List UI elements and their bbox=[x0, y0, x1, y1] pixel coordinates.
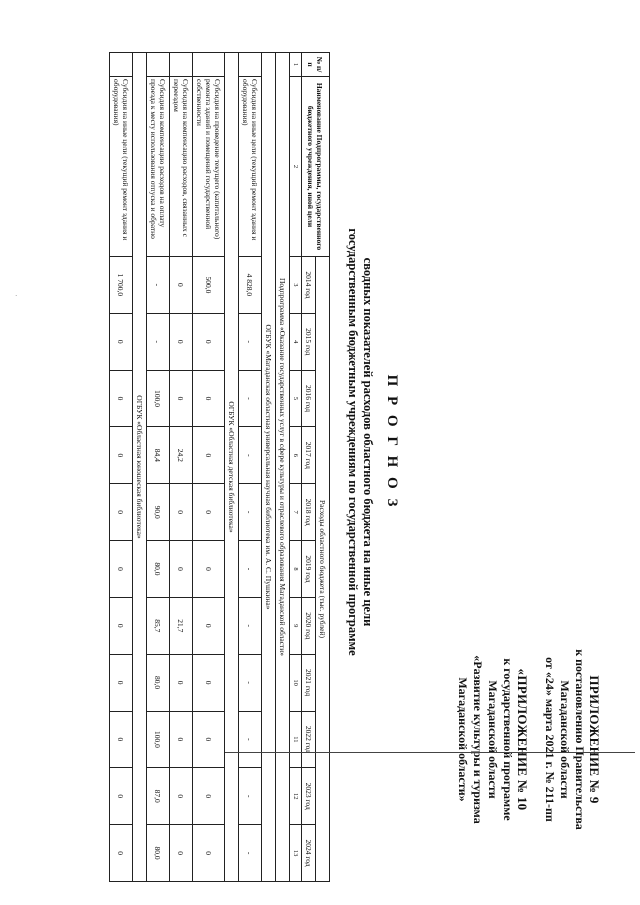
column-index: 10 bbox=[290, 654, 302, 711]
value-cell: 87,0 bbox=[147, 768, 170, 825]
col-number-header: № п/п bbox=[302, 53, 330, 77]
value-cell: 100,0 bbox=[147, 370, 170, 427]
value-cell: 0 bbox=[193, 597, 225, 654]
column-index: 12 bbox=[290, 768, 302, 825]
institution-label-1: ОГБУК «Магаданская областная универсальная научная библиотека им. А. С. Пушкина» bbox=[262, 53, 276, 882]
column-index: 13 bbox=[290, 825, 302, 882]
value-cell: 0 bbox=[193, 825, 225, 882]
value-cell: - bbox=[239, 484, 262, 541]
value-cell: 0 bbox=[170, 313, 193, 370]
row-name: Субсидия на компенсацию расходов, связанных с переездом bbox=[170, 77, 193, 257]
year-header: 2016 год bbox=[302, 370, 316, 427]
year-header: 2017 год bbox=[302, 427, 316, 484]
row-name: Субсидия на иные цели (текущий ремонт здания и оборудования) bbox=[239, 77, 262, 257]
value-cell: 0 bbox=[110, 768, 133, 825]
value-cell: 0 bbox=[110, 484, 133, 541]
table-row bbox=[170, 53, 193, 882]
col-name-header: Наименование Подпрограммы, государственного бюджетного учреждения, иной цели bbox=[302, 77, 330, 257]
row-number bbox=[239, 53, 262, 77]
column-index: 2 bbox=[290, 77, 302, 257]
appendix-program-name: «Развитие культуры и туризма bbox=[471, 655, 485, 824]
table-row bbox=[147, 53, 170, 882]
value-cell: - bbox=[239, 370, 262, 427]
year-header: 2014 год bbox=[302, 257, 316, 314]
column-index: 5 bbox=[290, 370, 302, 427]
value-cell: 0 bbox=[110, 825, 133, 882]
column-index: 7 bbox=[290, 484, 302, 541]
value-cell: - bbox=[239, 654, 262, 711]
value-cell: 1 700,0 bbox=[110, 257, 133, 314]
value-cell: 0 bbox=[110, 597, 133, 654]
value-cell: 84,4 bbox=[147, 427, 170, 484]
value-cell: - bbox=[239, 541, 262, 598]
year-header: 2021 год bbox=[302, 654, 316, 711]
row-number bbox=[110, 53, 133, 77]
appendix-program-region: Магаданской области bbox=[486, 680, 500, 799]
value-cell: 0 bbox=[170, 654, 193, 711]
value-cell: 0 bbox=[193, 654, 225, 711]
institution-label-3: ОГБУК «Областная юношеская библиотека» bbox=[133, 53, 147, 882]
value-cell: 0 bbox=[193, 370, 225, 427]
column-index: 8 bbox=[290, 541, 302, 598]
column-index: 9 bbox=[290, 597, 302, 654]
col-group-header: Расходы областного бюджета (тыс. рублей) bbox=[316, 257, 330, 882]
table-row bbox=[193, 53, 225, 882]
row-number bbox=[193, 53, 225, 77]
value-cell: 4 828,0 bbox=[239, 257, 262, 314]
row-number bbox=[147, 53, 170, 77]
subprogram-label: Подпрограмма «Оказание государственных услуг в сфере культуры и отраслевого образования Магаданской области» bbox=[276, 53, 290, 882]
appendix-region: Магаданской области bbox=[558, 680, 572, 799]
value-cell: 80,0 bbox=[147, 825, 170, 882]
table-row bbox=[239, 53, 262, 882]
value-cell: 0 bbox=[193, 313, 225, 370]
institution-row bbox=[225, 53, 239, 882]
column-index: 11 bbox=[290, 711, 302, 768]
value-cell: - bbox=[239, 711, 262, 768]
forecast-table bbox=[109, 52, 330, 882]
document-title bbox=[345, 122, 400, 762]
value-cell: - bbox=[239, 597, 262, 654]
appendix-header bbox=[455, 597, 602, 882]
institution-label-2: ОГБУК «Областная детская библиотека» bbox=[225, 53, 239, 882]
value-cell: 100,0 bbox=[147, 711, 170, 768]
value-cell: - bbox=[239, 825, 262, 882]
year-header: 2022 год bbox=[302, 711, 316, 768]
column-index: 3 bbox=[290, 257, 302, 314]
value-cell: 0 bbox=[110, 711, 133, 768]
value-cell: 0 bbox=[193, 711, 225, 768]
value-cell: 21,7 bbox=[170, 597, 193, 654]
title-line-1: сводных показателей расходов областного бюджета на иные цели bbox=[361, 257, 375, 627]
title-line-2: государственным бюджетным учреждениям по государственной программе bbox=[346, 228, 360, 656]
appendix-sub-number: «ПРИЛОЖЕНИЕ № 10 bbox=[515, 668, 530, 811]
institution-row bbox=[133, 53, 147, 882]
value-cell: 0 bbox=[110, 370, 133, 427]
value-cell: 0 bbox=[170, 768, 193, 825]
title-main: П Р О Г Н О З bbox=[384, 374, 400, 510]
value-cell: 0 bbox=[170, 541, 193, 598]
value-cell: 0 bbox=[193, 427, 225, 484]
year-header: 2020 год bbox=[302, 597, 316, 654]
value-cell: 0 bbox=[110, 427, 133, 484]
value-cell: 500,0 bbox=[193, 257, 225, 314]
value-cell: - bbox=[239, 313, 262, 370]
table-row bbox=[110, 53, 133, 882]
value-cell: 0 bbox=[110, 654, 133, 711]
value-cell: 80,0 bbox=[147, 541, 170, 598]
institution-row bbox=[262, 53, 276, 882]
appendix-program-ref: к государственной программе bbox=[501, 658, 515, 821]
value-cell: 0 bbox=[170, 484, 193, 541]
appendix-program-name-2: Магаданской области» bbox=[456, 677, 470, 802]
year-header: 2018 год bbox=[302, 484, 316, 541]
appendix-date: от «24» марта 2021 г. № 211-пп bbox=[543, 657, 557, 822]
value-cell: 0 bbox=[193, 541, 225, 598]
year-header: 2024 год bbox=[302, 825, 316, 882]
value-cell: 0 bbox=[170, 257, 193, 314]
value-cell: 0 bbox=[110, 313, 133, 370]
row-name: Субсидия на проведение текущего (капитального) ремонта зданий и помещений государственной собственности bbox=[193, 77, 225, 257]
value-cell: 0 bbox=[170, 825, 193, 882]
value-cell: 0 bbox=[193, 768, 225, 825]
subprogram-row bbox=[276, 53, 290, 882]
row-name: Субсидия на компенсацию расходов на оплату проезда к месту использования отпуска и обратно bbox=[147, 77, 170, 257]
index-row bbox=[290, 53, 302, 882]
value-cell: - bbox=[239, 768, 262, 825]
value-cell: 0 bbox=[170, 370, 193, 427]
column-index: 4 bbox=[290, 313, 302, 370]
value-cell: - bbox=[239, 427, 262, 484]
value-cell: - bbox=[147, 257, 170, 314]
column-index: 6 bbox=[290, 427, 302, 484]
year-header: 2019 год bbox=[302, 541, 316, 598]
rotated-content bbox=[20, 12, 620, 892]
row-name: Субсидия на иные цели (текущий ремонт здания и оборудования) bbox=[110, 77, 133, 257]
value-cell: 0 bbox=[110, 541, 133, 598]
value-cell: 80,0 bbox=[147, 654, 170, 711]
value-cell: 0 bbox=[193, 484, 225, 541]
value-cell: 90,0 bbox=[147, 484, 170, 541]
appendix-ref: к постановлению Правительства bbox=[573, 649, 587, 830]
margin-mark: · bbox=[15, 292, 18, 300]
row-number bbox=[170, 53, 193, 77]
value-cell: - bbox=[147, 313, 170, 370]
value-cell: 24,2 bbox=[170, 427, 193, 484]
value-cell: 85,7 bbox=[147, 597, 170, 654]
value-cell: 0 bbox=[170, 711, 193, 768]
year-header: 2023 год bbox=[302, 768, 316, 825]
appendix-number: ПРИЛОЖЕНИЕ № 9 bbox=[587, 675, 602, 804]
column-index: 1 bbox=[290, 53, 302, 77]
divider-line bbox=[225, 752, 635, 753]
year-header: 2015 год bbox=[302, 313, 316, 370]
